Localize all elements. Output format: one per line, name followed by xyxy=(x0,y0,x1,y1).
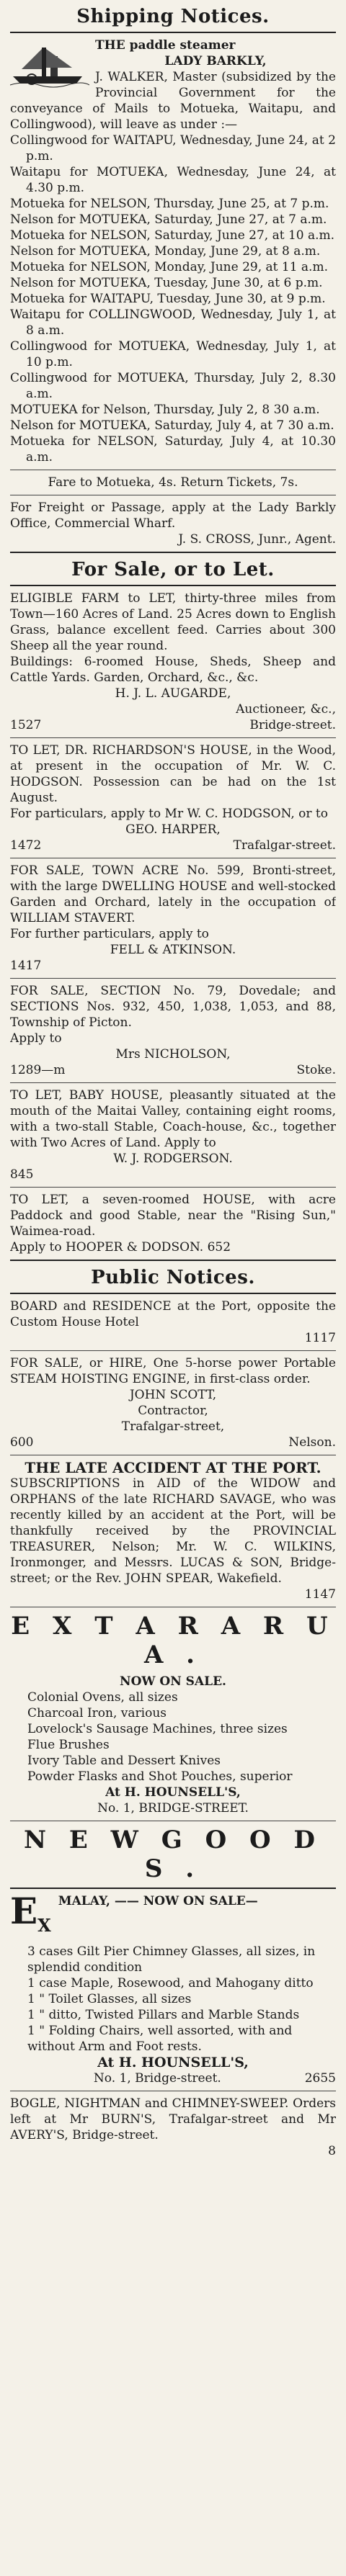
sailing-line: Collingwood for WAITAPU, Wednesday, June 24, at 2 p.m. xyxy=(10,133,336,163)
sale-ad xyxy=(10,1087,336,1182)
sailing-line: Motueka for NELSON, Thursday, June 25, at 7 p.m. xyxy=(10,197,329,211)
hire-footer xyxy=(10,1435,336,1450)
ad-name: H. J. L. AUGARDE, xyxy=(115,686,231,701)
list-item: Colonial Ovens, all sizes xyxy=(27,1690,178,1705)
goods-number: 2655 xyxy=(304,2071,336,2086)
accident-number: 1147 xyxy=(304,1587,336,1602)
divider xyxy=(10,1187,336,1188)
newspaper-column xyxy=(10,0,336,2576)
freight-text: For Freight or Passage, apply at the Lady Barkly Office, Commercial Wharf. xyxy=(10,501,336,531)
sailing-line: Nelson for MOTUEKA, Tuesday, June 30, at 6 p.m. xyxy=(10,276,323,290)
goods-footer xyxy=(10,2070,336,2086)
sailing-line: Motueka for NELSON, Monday, June 29, at 11 a.m. xyxy=(10,260,328,274)
ad-title: TO LET, BABY HOUSE, pleasantly situated at the mouth of the Maitai Valley, containing eight rooms, with a two-stall Stable, Coach-house, &c., together with Two Acres of Land. Apply to xyxy=(10,1088,336,1150)
accident-title: THE LATE ACCIDENT AT THE PORT. xyxy=(25,1459,321,1476)
sailing-line: Collingwood for MOTUEKA, Wednesday, July 1, at 10 p.m. xyxy=(10,339,336,369)
sale-ad xyxy=(10,1192,336,1255)
ad-number: 845 xyxy=(10,1167,34,1182)
sailing-line: Motueka for NELSON, Saturday, June 27, at 10 a.m. xyxy=(10,228,335,243)
sailing-line: Waitapu for MOTUEKA, Wednesday, June 24, at 4.30 p.m. xyxy=(10,165,336,195)
sale-ad xyxy=(10,863,336,974)
ad-title: FOR SALE, SECTION No. 79, Dovedale; and SECTIONS Nos. 932, 450, 1,038, 1,053, and 88, Township of Picton. xyxy=(10,984,336,1030)
ad-footer xyxy=(10,958,336,974)
ad-title: TO LET, a seven-roomed HOUSE, with acre Paddock and good Stable, near the "Rising Sun," Waimea-road. xyxy=(10,1193,336,1239)
list-item: Charcoal Iron, various xyxy=(27,1706,167,1720)
ad-footer xyxy=(10,717,336,733)
ad-number: 1527 xyxy=(10,718,42,732)
accident-body: SUBSCRIPTIONS in AID of the WIDOW and ORPHANS of the late RICHARD SAVAGE, who was recently killed by an accident at the Port, will be thankfully received by the PROVINCIAL TREASURER, Nelson; Mr. W. C. WILKINS, Ironmonger, and Messrs. LUCAS & SON, Bridge-street; or the Rev. JOHN SPEAR, Wakefield. xyxy=(10,1476,336,1586)
ad-number: 1472 xyxy=(10,838,42,853)
sale-ad xyxy=(10,742,336,853)
hire-name: JOHN SCOTT, xyxy=(129,1388,217,1402)
tararua-addr: No. 1, BRIDGE-STREET. xyxy=(97,1801,249,1816)
ex-dropcap: $E_X$ xyxy=(10,1890,51,1936)
fare-text: Fare to Motueka, 4s. Return Tickets, 7s. xyxy=(48,475,298,490)
ad-body: Buildings: 6-roomed House, Sheds, Sheep and Cattle Yards. Garden, Orchard, &c., &c. xyxy=(10,655,336,685)
divider xyxy=(10,737,336,738)
ad-body: Apply to HOOPER & DODSON. 652 xyxy=(10,1240,231,1255)
tararua-sub: NOW ON SALE. xyxy=(120,1674,226,1689)
hire-town: Nelson. xyxy=(288,1435,336,1450)
tararua-list xyxy=(10,1689,336,1785)
goods-list xyxy=(10,1944,336,2055)
sailing-list xyxy=(10,133,336,465)
shipping-heading: Shipping Notices. xyxy=(76,6,270,27)
hire-addr: Trafalgar-street, xyxy=(121,1419,225,1434)
divider xyxy=(10,585,336,586)
divider xyxy=(10,1350,336,1351)
steamer-name: LADY BARKLY, xyxy=(164,54,267,68)
ad-address: Trafalgar-street. xyxy=(233,838,336,853)
divider xyxy=(10,1082,336,1083)
divider xyxy=(10,1293,336,1294)
ad-title: FOR SALE, TOWN ACRE No. 599, Bronti-street, with the large DWELLING HOUSE and well-stocked Garden and Orchard, lately in the occupation of WILLIAM STAVERT. xyxy=(10,863,336,925)
ad-footer xyxy=(10,1167,336,1182)
goods-at: At H. HOUNSELL'S, xyxy=(97,2055,249,2070)
divider xyxy=(10,1260,336,1261)
ad-address: Stoke. xyxy=(296,1063,336,1077)
ad-name: GEO. HARPER, xyxy=(125,822,221,837)
sailing-line: Nelson for MOTUEKA, Saturday, June 27, at 7 a.m. xyxy=(10,212,327,227)
ad-number: 1289—m xyxy=(10,1063,66,1077)
sale-ad xyxy=(10,983,336,1078)
steamer-intro: THE paddle steamer xyxy=(95,38,236,53)
agent-text: J. S. CROSS, Junr., Agent. xyxy=(178,532,336,547)
goods-title: N E W G O O D S . xyxy=(24,1826,322,1883)
board-notice: BOARD and RESIDENCE at the Port, opposite the Custom House Hotel xyxy=(10,1299,336,1329)
ad-name: Mrs NICHOLSON, xyxy=(115,1047,231,1062)
hire-number: 600 xyxy=(10,1435,34,1450)
hire-role: Contractor, xyxy=(138,1404,208,1418)
sailing-line: Nelson for MOTUEKA, Monday, June 29, at 8 a.m. xyxy=(10,244,321,259)
sailing-line: Nelson for MOTUEKA, Saturday, July 4, at 7 30 a.m. xyxy=(10,418,334,433)
list-item: 1 case Maple, Rosewood, and Mahogany ditto xyxy=(27,1976,314,1991)
list-item: 1 " ditto, Twisted Pillars and Marble Stands xyxy=(27,2008,300,2022)
tararua-title: E X T A R A R U A . xyxy=(11,1612,335,1669)
divider xyxy=(10,978,336,979)
list-item: 1 " Toilet Glasses, all sizes xyxy=(27,1992,192,2006)
sailing-line: Motueka for WAITAPU, Tuesday, June 30, at 9 p.m. xyxy=(10,292,326,306)
tararua-at: At H. HOUNSELL'S, xyxy=(105,1785,241,1800)
public-heading: Public Notices. xyxy=(91,1267,255,1288)
list-item: Powder Flasks and Shot Pouches, superior xyxy=(27,1769,293,1784)
list-item: Ivory Table and Dessert Knives xyxy=(27,1754,221,1768)
steamer-para: J. WALKER, Master (subsidized by the Provincial Government for the conveyance of Mails to Motueka, Waitapu, and Collingwood), will leave as under :— xyxy=(10,70,336,132)
ad-footer xyxy=(10,838,336,853)
ad-name: FELL & ATKINSON. xyxy=(110,943,236,957)
steamer-icon xyxy=(10,39,89,89)
list-item: Lovelock's Sausage Machines, three sizes xyxy=(27,1722,288,1736)
sailing-line: Motueka for NELSON, Saturday, July 4, at 10.30 a.m. xyxy=(10,434,336,465)
goods-intro: MALAY, —— NOW ON SALE— xyxy=(58,1894,258,1908)
ad-footer xyxy=(10,1062,336,1078)
board-number: 1117 xyxy=(304,1331,336,1345)
sailing-line: Collingwood for MOTUEKA, Thursday, July 2, 8.30 a.m. xyxy=(10,371,336,401)
ad-address: Bridge-street. xyxy=(249,718,336,732)
ad-body: For further particulars, apply to xyxy=(10,927,209,941)
ad-number: 1417 xyxy=(10,959,42,973)
bogle-notice: BOGLE, NIGHTMAN and CHIMNEY-SWEEP. Orders left at Mr BURN'S, Trafalgar-street and Mr AVERY'S, Bridge-street. xyxy=(10,2096,336,2142)
list-item: 1 " Folding Chairs, well assorted, with and without Arm and Foot rests. xyxy=(27,2024,293,2054)
ad-title: ELIGIBLE FARM to LET, thirty-three miles from Town—160 Acres of Land. 25 Acres down to English Grass, balance excellent feed. Carries about 300 Sheep all the year round. xyxy=(10,591,336,653)
sale-heading: For Sale, or to Let. xyxy=(71,559,275,580)
ad-name: W. J. RODGERSON. xyxy=(113,1152,233,1166)
ad-body: Apply to xyxy=(10,1031,62,1046)
sale-ad xyxy=(10,591,336,733)
sailing-line: MOTUEKA for Nelson, Thursday, July 2, 8 30 a.m. xyxy=(10,403,320,417)
list-item: 3 cases Gilt Pier Chimney Glasses, all sizes, in splendid condition xyxy=(27,1944,316,1975)
goods-addr: No. 1, Bridge-street. xyxy=(93,2071,221,2086)
sale-ads xyxy=(10,591,336,1255)
divider xyxy=(10,32,336,33)
hire-notice: FOR SALE, or HIRE, One 5-horse power Portable STEAM HOISTING ENGINE, in first-class order. xyxy=(10,1356,336,1386)
ad-body: For particulars, apply to Mr W. C. HODGSON, or to xyxy=(10,807,328,821)
ad-title: TO LET, DR. RICHARDSON'S HOUSE, in the Wood, at present in the occupation of Mr. W. C. HODGSON. Possession can be had on the 1st August. xyxy=(10,743,336,805)
list-item: Flue Brushes xyxy=(27,1738,110,1752)
ad-role: Auctioneer, &c., xyxy=(236,702,336,717)
divider xyxy=(10,552,336,553)
sailing-line: Waitapu for COLLINGWOOD, Wednesday, July 1, at 8 a.m. xyxy=(10,308,336,338)
bogle-number: 8 xyxy=(328,2144,336,2158)
divider xyxy=(10,1888,336,1889)
